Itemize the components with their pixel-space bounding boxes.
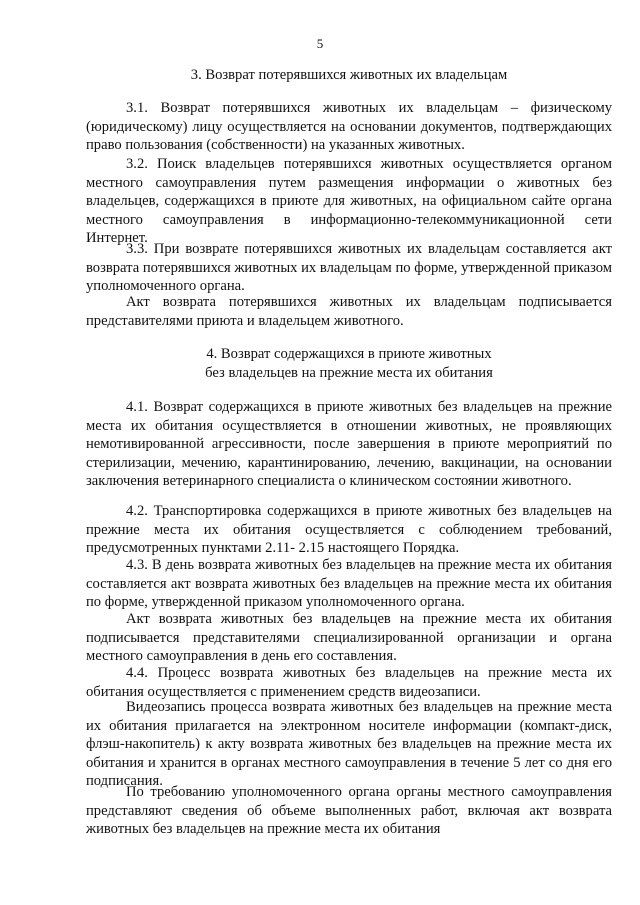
paragraph-3-2: 3.2. Поиск владельцев потерявшихся животных осуществляется органом местного самоуправления путем размещения информации о животных без владельцев, содержащихся в приюте для животных, на официальном сайте органа местного самоуправления в информационно-телекоммуникационной сети Интернет.: [86, 156, 612, 246]
paragraph-4-1: 4.1. Возврат содержащихся в приюте животных без владельцев на прежние места их обитания осуществляется в отношении животных, не проявляющих немотивированной агрессивности, после завершения в приюте мероприятий по стерилизации, мечению, карантинированию, лечению, вакцинации, на основании заключения ветеринарного специалиста о клиническом состоянии животного.: [86, 399, 612, 489]
section-3-heading: 3. Возврат потерявшихся животных их владельцам: [190, 67, 508, 83]
paragraph-3-1: 3.1. Возврат потерявшихся животных их владельцам – физическому (юридическому) лицу осуществляется на основании документов, подтверждающих право пользования (собственности) на указанных животных.: [86, 100, 612, 153]
paragraph-4-2: 4.2. Транспортировка содержащихся в приюте животных без владельцев на прежние места их обитания осуществляется с соблюдением требований, предусмотренных пунктами 2.11- 2.15 настоящего Порядка.: [86, 503, 612, 556]
paragraph-4-4-request: По требованию уполномоченного органа органы местного самоуправления представляют сведения об объеме выполненных работ, включая акт возврата животных без владельцев на прежние места их обитания: [86, 784, 612, 837]
paragraph-3-3-act: Акт возврата потерявшихся животных их владельцам подписывается представителями приюта и владельцем животного.: [86, 294, 612, 329]
paragraph-4-4-video: Видеозапись процесса возврата животных без владельцев на прежние места их обитания прилагается на электронном носителе информации (компакт-диск, флэш-накопитель) к акту возврата животных без владельцев на прежние места их обитания и хранится в органах местного самоуправления в течение 5 лет со дня его подписания.: [86, 699, 612, 789]
section-4-heading-line-2: без владельцев на прежние места их обитания: [205, 365, 493, 381]
paragraph-4-4: 4.4. Процесс возврата животных без владельцев на прежние места их обитания осуществляется с применением средств видеозаписи.: [86, 665, 612, 700]
paragraph-4-3-act: Акт возврата животных без владельцев на прежние места их обитания подписывается представителями специализированной организации и органа местного самоуправления в день его составления.: [86, 611, 612, 664]
page-number: 5: [316, 36, 324, 51]
section-4-heading: [86, 345, 612, 383]
paragraph-3-3: 3.3. При возврате потерявшихся животных их владельцам составляется акт возврата потерявшихся животных их владельцам по форме, утвержденной приказом уполномоченного органа.: [86, 241, 612, 294]
paragraph-4-3: 4.3. В день возврата животных без владельцев на прежние места их обитания составляется акт возврата животных без владельцев на прежние места их обитания по форме, утвержденной приказом уполномоченного органа.: [86, 557, 612, 610]
section-4-heading-line-1: 4. Возврат содержащихся в приюте животных: [206, 346, 492, 362]
